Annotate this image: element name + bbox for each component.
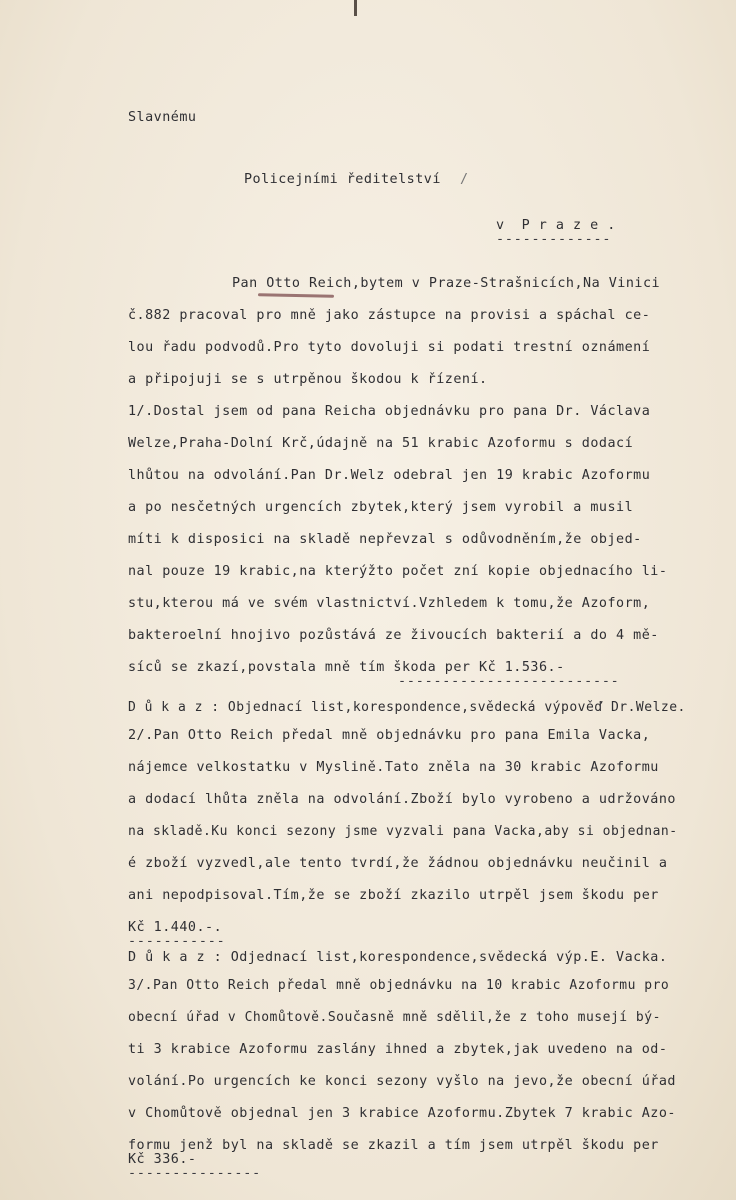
case3-line: ti 3 krabice Azoformu zaslány ihned a zbytek,jak uvedeno na od- bbox=[128, 1042, 668, 1057]
case3-line: Kč 336.- bbox=[128, 1152, 197, 1167]
salutation: Slavnému bbox=[128, 110, 197, 125]
case2-line: na skladě.Ku konci sezony jsme vyzvali pana Vacka,aby si objednan- bbox=[128, 824, 678, 839]
case2-line: ani nepodpisoval.Tím,že se zboží zkazilo utrpěl jsem škodu per bbox=[128, 888, 659, 903]
case2-line: Kč 1.440.-. bbox=[128, 920, 223, 935]
case1-underline: ------------------------- bbox=[398, 674, 620, 689]
intro-line: č.882 pracoval pro mně jako zástupce na provisi a spáchal ce- bbox=[128, 308, 651, 323]
case1-line: nal pouze 19 krabic,na kterýžto počet zní kopie objednacího li- bbox=[128, 564, 668, 579]
case1-line: stu,kterou má ve svém vlastnictví.Vzhledem k tomu,že Azoform, bbox=[128, 596, 651, 611]
case2-line: a dodací lhůta zněla na odvolání.Zboží bylo vyrobeno a udržováno bbox=[128, 792, 676, 807]
addressee-mark: / bbox=[460, 172, 469, 187]
intro-line: Pan Otto Reich,bytem v Praze-Strašnicích,Na Vinici bbox=[232, 276, 661, 291]
case3-line: obecní úřad v Chomůtově.Současně mně sdělil,že z toho musejí bý- bbox=[128, 1010, 661, 1025]
pen-underline-mark bbox=[258, 293, 334, 298]
case3-line: 3/.Pan Otto Reich předal mně objednávku na 10 krabic Azoformu pro bbox=[128, 978, 670, 993]
addressee: Policejními ředitelství bbox=[244, 172, 441, 187]
city-underline: ------------- bbox=[496, 232, 612, 247]
case3-underline: --------------- bbox=[128, 1166, 261, 1181]
proof-2: D ů k a z : Odjednací list,korespondence,svědecká výp.E. Vacka. bbox=[128, 950, 668, 965]
city-line: v P r a z e . bbox=[496, 218, 616, 233]
case3-line: v Chomůtově objednal jen 3 krabice Azoformu.Zbytek 7 krabic Azo- bbox=[128, 1106, 676, 1121]
case3-line: formu jenž byl na skladě se zkazil a tím jsem utrpěl škodu per bbox=[128, 1138, 659, 1153]
intro-line: lou řadu podvodů.Pro tyto dovoluji si podati trestní oznámení bbox=[128, 340, 651, 355]
case3-line: volání.Po urgencích ke konci sezony vyšlo na jevo,že obecní úřad bbox=[128, 1074, 676, 1089]
paper-mark bbox=[354, 0, 357, 16]
case1-line: bakteroelní hnojivo pozůstává ze živoucích bakterií a do 4 mě- bbox=[128, 628, 659, 643]
case1-line: 1/.Dostal jsem od pana Reicha objednávku pro pana Dr. Václava bbox=[128, 404, 651, 419]
case2-line: é zboží vyzvedl,ale tento tvrdí,že žádnou objednávku neučinil a bbox=[128, 856, 668, 871]
case1-line: lhůtou na odvolání.Pan Dr.Welz odebral jen 19 krabic Azoformu bbox=[128, 468, 651, 483]
case2-line: 2/.Pan Otto Reich předal mně objednávku pro pana Emila Vacka, bbox=[128, 728, 651, 743]
proof-1: D ů k a z : Objednací list,korespondence,svědecká výpověď Dr.Welze. bbox=[128, 700, 686, 715]
case1-line: Welze,Praha-Dolní Krč,údajně na 51 krabic Azoformu s dodací bbox=[128, 436, 634, 451]
case1-line: a po nesčetných urgencích zbytek,který jsem vyrobil a musil bbox=[128, 500, 634, 515]
case2-line: nájemce velkostatku v Myslině.Tato zněla na 30 krabic Azoformu bbox=[128, 760, 659, 775]
case1-line: míti k disposici na skladě nepřevzal s odůvodněním,že objed- bbox=[128, 532, 642, 547]
intro-line: a připojuji se s utrpěnou škodou k řízení. bbox=[128, 372, 488, 387]
case1-line: síců se zkazí,povstala mně tím škoda per Kč 1.536.- bbox=[128, 660, 565, 675]
case2-underline: ----------- bbox=[128, 934, 226, 949]
